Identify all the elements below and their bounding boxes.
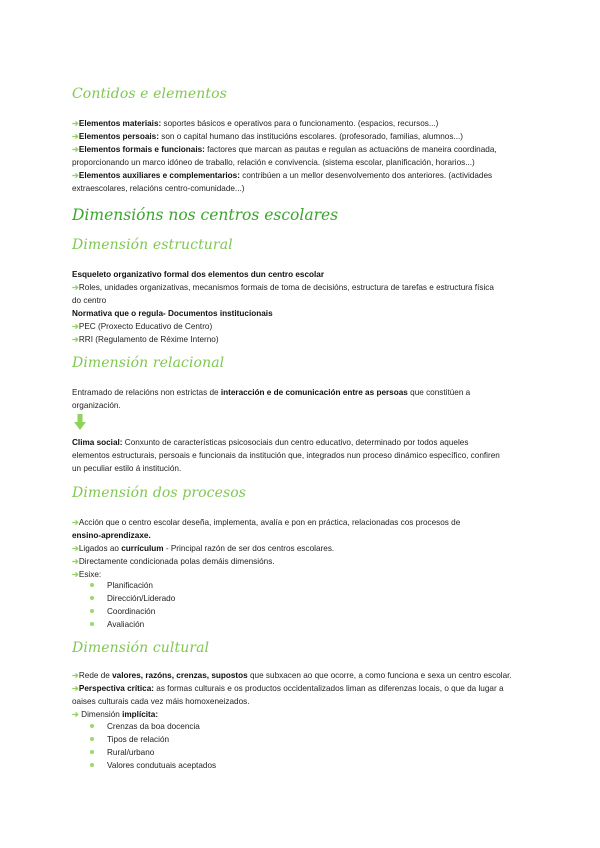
cultural-line-3: ➔ Dimensión implícita: [72,710,159,719]
list-item: Coordinación [90,605,155,618]
bullet-dot-icon [90,750,94,754]
right-arrow-icon: ➔ [72,518,79,527]
right-arrow-icon: ➔ [72,671,79,680]
estructural-line-2: do centro [72,296,107,305]
down-arrow-icon [74,414,86,430]
right-arrow-icon: ➔ [72,145,79,154]
contidos-item-3: ➔Elementos formais e funcionais: factores que marcan as pautas e regulan as actuacións de maneira coordinada, [72,145,497,154]
section-title-contidos: Contidos e elementos [72,86,227,102]
right-arrow-icon: ➔ [72,557,79,566]
right-arrow-icon: ➔ [72,710,79,719]
contidos-item-4: ➔Elementos auxiliares e complementarios: contribúen a un mellor desenvolvemento dos anteriores. (actividades [72,171,493,180]
main-heading-dimensions: Dimensións nos centros escolares [72,206,339,224]
contidos-item-2: ➔Elementos persoais: son o capital humano das institucións escolares. (profesorado, familias, alumnos...) [72,132,463,141]
list-item: Tipos de relación [90,733,169,746]
right-arrow-icon: ➔ [72,119,79,128]
bullet-dot-icon [90,609,94,613]
right-arrow-icon: ➔ [72,544,79,553]
bullet-dot-icon [90,596,94,600]
right-arrow-icon: ➔ [72,335,79,344]
section-title-relacional: Dimensión relacional [72,355,225,371]
right-arrow-icon: ➔ [72,684,79,693]
cultural-line-1: ➔Rede de valores, razóns, crenzas, supostos que subxacen ao que ocorre, a como funciona e sexa un centro escolar. [72,671,512,680]
estructural-doc-1: ➔PEC (Proxecto Educativo de Centro) [72,322,213,331]
list-item: Rural/urbano [90,746,154,759]
estructural-line-1: ➔Roles, unidades organizativas, mecanismos formais de toma de decisións, estructura de tarefas e estructura física [72,283,494,292]
bullet-dot-icon [90,622,94,626]
procesos-line-2: ➔Ligados ao currículum - Principal razón de ser dos centros escolares. [72,544,335,553]
bullet-dot-icon [90,724,94,728]
section-title-cultural: Dimensión cultural [72,640,210,656]
bullet-dot-icon [90,737,94,741]
procesos-line-1b: ensino-aprendizaxe. [72,531,151,540]
contidos-item-4-cont: extraescolares, relacións centro-comunidade...) [72,184,245,193]
estructural-doc-2: ➔RRI (Regulamento de Réxime Interno) [72,335,219,344]
list-item: Valores condutuais aceptados [90,759,216,772]
right-arrow-icon: ➔ [72,283,79,292]
clima-social-line-3: un peculiar estilo á institución. [72,464,182,473]
contidos-item-3-cont: proporcionando un marco idóneo de traballo, relación e convivencia. (sistema escolar, planificación, horarios...) [72,158,475,167]
relacional-para-line-2: organización. [72,401,121,410]
right-arrow-icon: ➔ [72,570,79,579]
list-item: Dirección/Liderado [90,592,175,605]
procesos-line-1: ➔Acción que o centro escolar deseña, implementa, avalía e pon en práctica, relacionadas cos procesos de [72,518,461,527]
estructural-heading-2: Normativa que o regula- Documentos institucionais [72,309,273,318]
clima-social-line-1: Clima social: Conxunto de características psicosociais dun centro educativo, determinado por todos aqueles [72,438,469,447]
list-item: Avaliación [90,618,144,631]
right-arrow-icon: ➔ [72,132,79,141]
estructural-heading-1: Esqueleto organizativo formal dos elementos dun centro escolar [72,270,325,279]
bullet-dot-icon [90,763,94,767]
cultural-line-2: ➔Perspectiva crítica: as formas culturais e os productos occidentalizados liman as diferenzas locais, o que da lugar a [72,684,504,693]
section-title-estructural: Dimensión estructural [72,237,233,253]
right-arrow-icon: ➔ [72,171,79,180]
procesos-line-3: ➔Directamente condicionada polas demáis dimensións. [72,557,275,566]
list-item: Crenzas da boa docencia [90,720,200,733]
contidos-item-1: ➔Elementos materiais: soportes básicos e operativos para o funcionamento. (espacios, recursos...) [72,119,439,128]
procesos-line-4: ➔Esixe: [72,570,102,579]
cultural-line-2b: oaises culturais cada vez máis homoxeneizados. [72,697,250,706]
clima-social-line-2: elementos estructurais, persoais e funcionais da institución que, integrados nun proceso dinámico específico, confiren [72,451,500,460]
right-arrow-icon: ➔ [72,322,79,331]
bullet-dot-icon [90,583,94,587]
list-item: Planificación [90,579,153,592]
section-title-procesos: Dimensión dos procesos [72,485,247,501]
relacional-para-line-1: Entramado de relacións non estrictas de interacción e de comunicación entre as persoas que constitúen a [72,388,471,397]
